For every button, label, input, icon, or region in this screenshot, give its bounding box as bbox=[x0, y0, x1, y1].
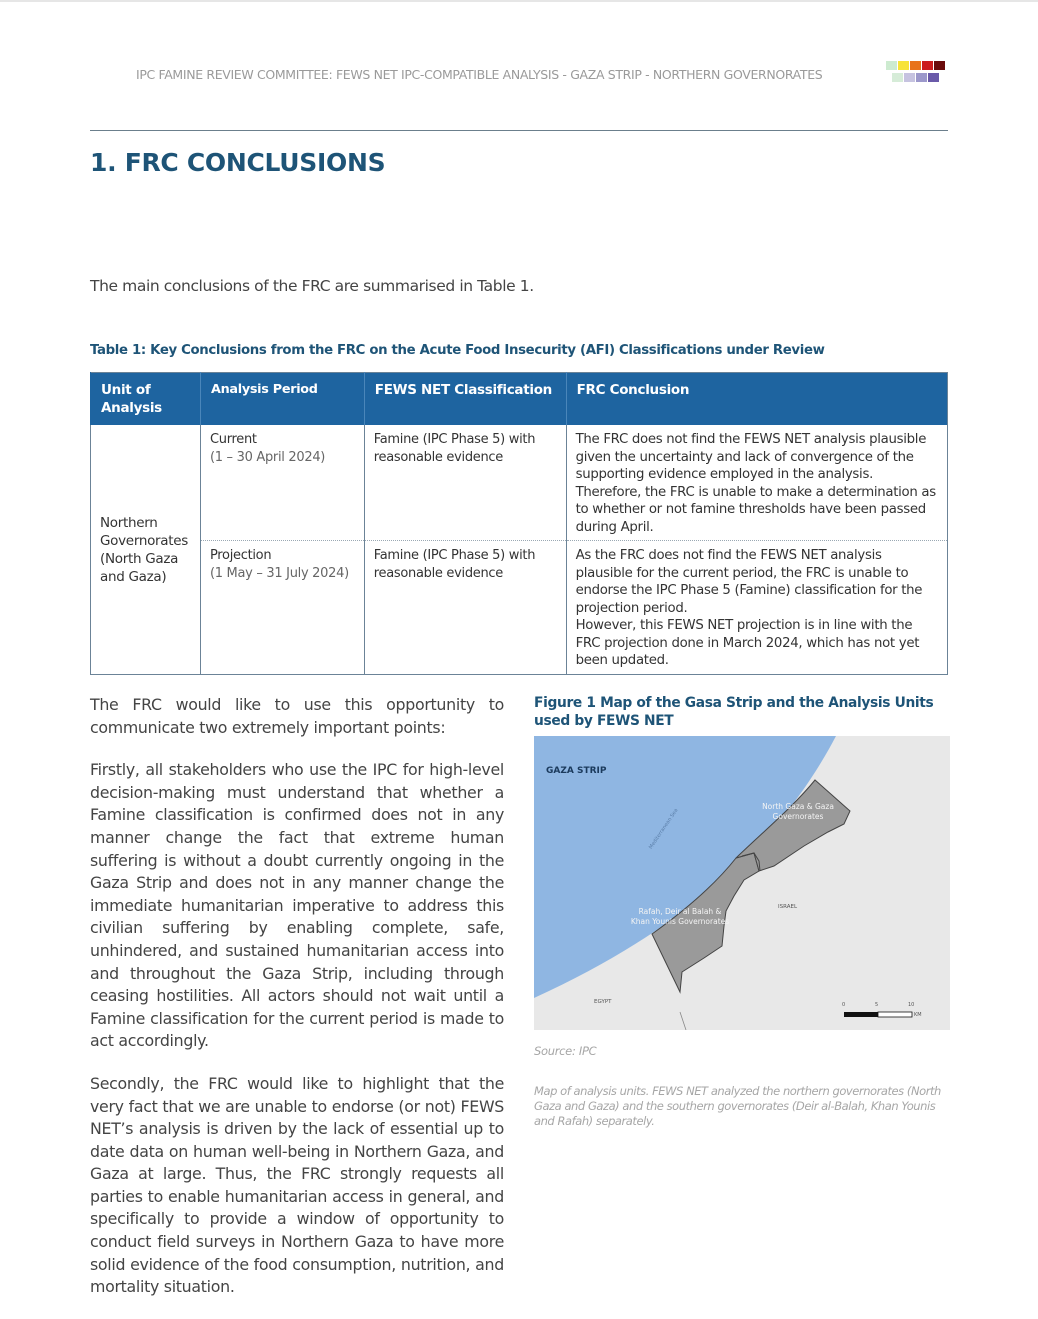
figure-source: Source: IPC bbox=[534, 1044, 597, 1058]
period-dates: (1 – 30 April 2024) bbox=[209, 449, 326, 465]
period-label: Projection bbox=[209, 548, 272, 563]
classification-cell: Famine (IPC Phase 5) with reasonable evidence bbox=[364, 425, 566, 541]
paragraph: The FRC would like to use this opportunity to communicate two extremely important points: bbox=[90, 695, 504, 737]
table-header-row bbox=[91, 373, 948, 426]
scale-tick: 0 bbox=[842, 1002, 846, 1008]
table-caption: Table 1: Key Conclusions from the FRC on the Acute Food Insecurity (AFI) Classifications under Review bbox=[90, 343, 825, 358]
body-text-column bbox=[90, 694, 504, 1319]
paragraph: Firstly, all stakeholders who use the IPC for high-level decision-making must understand that whether a Famine classification is confirmed does not in any manner change the fact that extreme human suffering is without a doubt currently ongoing in the Gaza Strip and does not in any manner change the immediate humanitarian imperative to address this civilian suffering by enabling complete, safe, unhindered, and sustained humanitarian access into and throughout the Gaza Strip, including through ceasing hostilities. All actors should not wait until a Famine classification for the current period is made to act accordingly. bbox=[90, 760, 504, 1051]
paragraph: Secondly, the FRC would like to highlight that the very fact that we are unable to endorse (or not) FEWS NET’s analysis is driven by the lack of essential up to date data on human well-being in Northern Gaza, and Gaza at large. Thus, the FRC strongly requests all parties to enable humanitarian access in general, and specifically to provide a window of opportunity to conduct field surveys in Northern Gaza to have more solid evidence of the food consumption, nutrition, and mortality situation. bbox=[90, 1073, 504, 1297]
scale-unit: KM bbox=[914, 1012, 922, 1018]
period-dates: (1 May – 31 July 2024) bbox=[209, 565, 349, 581]
egypt-label: EGYPT bbox=[594, 999, 612, 1005]
table-row bbox=[91, 541, 948, 675]
scale-tick: 5 bbox=[875, 1002, 879, 1008]
south-governorates-label bbox=[620, 907, 740, 927]
conclusion-cell bbox=[566, 541, 947, 675]
column-header: Unit of Analysis bbox=[91, 373, 201, 426]
period-label: Current bbox=[209, 432, 257, 447]
section-title: 1. FRC CONCLUSIONS bbox=[90, 148, 386, 177]
scale-bar bbox=[844, 1012, 878, 1017]
map-title: GAZA STRIP bbox=[546, 766, 607, 776]
period-cell bbox=[200, 541, 364, 675]
page-top-edge bbox=[0, 0, 1038, 2]
conclusion-cell: The FRC does not find the FEWS NET analysis plausible given the uncertainty and lack of convergence of the supporting evidence employed in the analysis. Therefore, the FRC is unable to make a determination as to whether or not famine thresholds have been passed during April. bbox=[566, 425, 947, 541]
map-graphic bbox=[534, 736, 950, 1030]
intro-text: The main conclusions of the FRC are summarised in Table 1. bbox=[90, 277, 534, 295]
sea-label: Mediterranean Sea bbox=[647, 807, 680, 851]
column-header: FEWS NET Classification bbox=[364, 373, 566, 426]
north-label-line: North Gaza & Gaza bbox=[762, 802, 834, 811]
period-cell bbox=[200, 425, 364, 541]
conclusion-text: As the FRC does not find the FEWS NET analysis plausible for the current period, the FRC is unable to endorse the IPC Phase 5 (Famine) classification for the projection period. bbox=[575, 548, 923, 616]
running-header: IPC FAMINE REVIEW COMMITTEE: FEWS NET IPC-COMPATIBLE ANALYSIS - GAZA STRIP - NORTHERN GOVERNORATES bbox=[136, 67, 823, 82]
scale-tick: 10 bbox=[908, 1002, 915, 1008]
figure-caption: Figure 1 Map of the Gasa Strip and the Analysis Units used by FEWS NET bbox=[534, 695, 934, 729]
conclusion-extra-text: However, this FEWS NET projection is in line with the FRC projection done in March 2024, which has not yet been updated. bbox=[575, 618, 920, 668]
gaza-map bbox=[534, 736, 950, 1030]
north-label-line: Governorates bbox=[772, 812, 824, 821]
classification-cell: Famine (IPC Phase 5) with reasonable evidence bbox=[364, 541, 566, 675]
north-governorates-label bbox=[760, 802, 836, 822]
table-row bbox=[91, 425, 948, 541]
unit-of-analysis-cell: Northern Governorates (North Gaza and Gaza) bbox=[91, 425, 201, 674]
south-label-line: Rafah, Deir al Balah & bbox=[638, 907, 722, 916]
south-label-line: Khan Younis Governorates bbox=[630, 917, 730, 926]
column-header: FRC Conclusion bbox=[566, 373, 947, 426]
header-divider bbox=[90, 130, 948, 131]
figure-note: Map of analysis units. FEWS NET analyzed the northern governorates (North Gaza and Gaza) and the southern governorates (Deir al-Balah, Khan Younis and Rafah) separately. bbox=[534, 1084, 941, 1128]
ipc-logo-icon bbox=[886, 61, 950, 87]
israel-label: ISRAEL bbox=[778, 904, 798, 910]
column-header: Analysis Period bbox=[200, 373, 364, 426]
conclusions-table bbox=[90, 372, 948, 675]
